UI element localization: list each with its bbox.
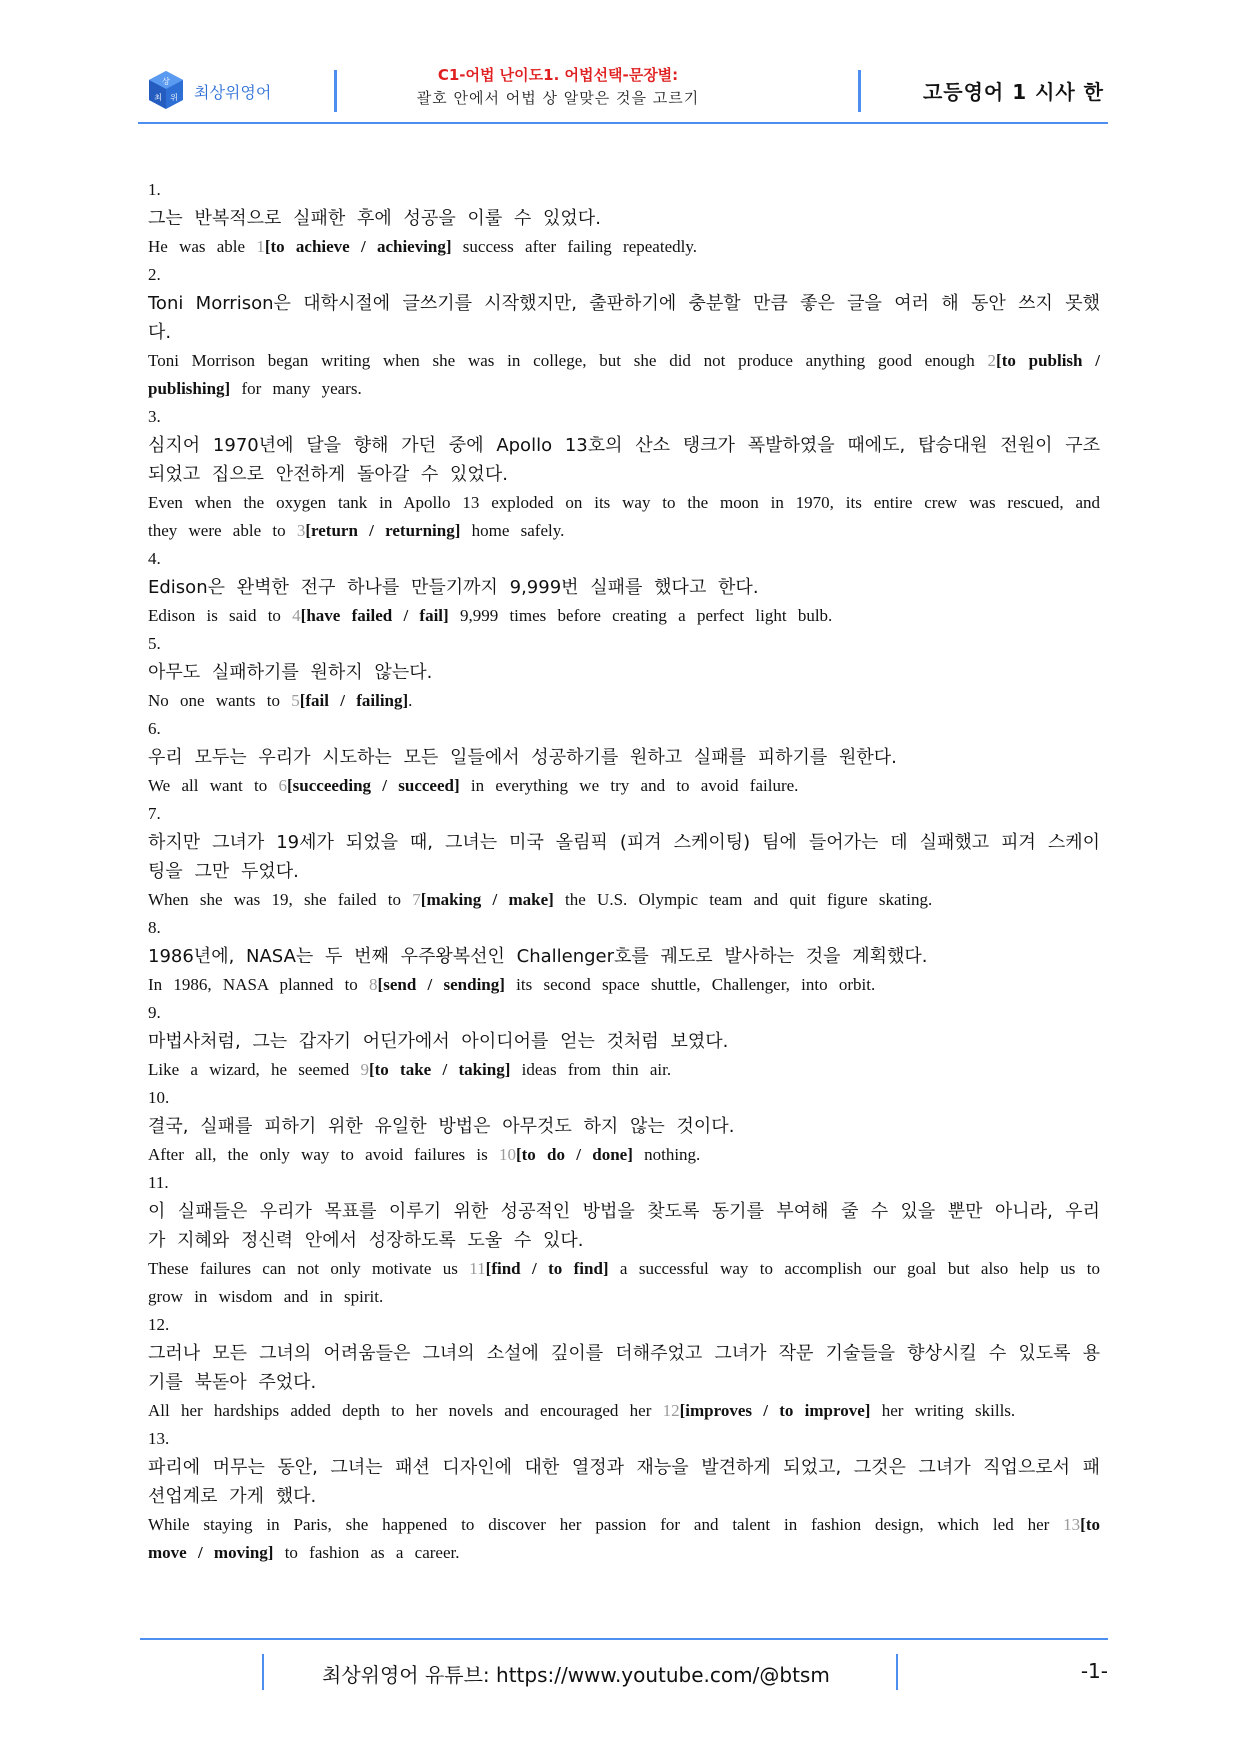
question-number: 9. (148, 1003, 161, 1022)
sentence-after: the U.S. Olympic team and quit figure skating. (553, 890, 933, 909)
blank-number: 6 (278, 776, 287, 795)
header-rule (138, 122, 1108, 124)
grammar-choice[interactable]: [succeeding / succeed] (287, 776, 460, 795)
question-number: 2. (148, 265, 161, 284)
korean-sentence: 이 실패들은 우리가 목표를 이루기 위한 성공적인 방법을 찾도록 동기를 부여해 줄 수 있을 뿐만 아니라, 우리가 지혜와 정신력 안에서 성장하도록 도울 수 있다. (148, 1201, 1100, 1251)
english-sentence (148, 233, 1100, 261)
sentence-after: 9,999 times before creating a perfect light bulb. (448, 606, 833, 625)
brand-name: 최상위영어 (194, 83, 272, 102)
english-sentence (148, 602, 1100, 630)
english-sentence (148, 1141, 1100, 1169)
header-divider (858, 70, 861, 112)
blank-number: 10 (498, 1145, 516, 1164)
grammar-choice[interactable]: [send / sending] (377, 975, 505, 994)
blank-number: 4 (292, 606, 301, 625)
sentence-after: . (408, 691, 413, 710)
english-sentence (148, 687, 1100, 715)
grammar-choice[interactable]: [to do / done] (515, 1145, 633, 1164)
sentence-before: Like a wizard, he seemed (148, 1060, 361, 1079)
grammar-choice[interactable]: [have failed / fail] (300, 606, 449, 625)
grammar-choice[interactable]: [to achieve / achieving] (264, 237, 452, 256)
sentence-before: All her hardships added depth to her novels and encouraged her (148, 1401, 663, 1420)
korean-sentence: Toni Morrison은 대학시절에 글쓰기를 시작했지만, 출판하기에 충분할 만큼 좋은 글을 여러 해 동안 쓰지 못했다. (148, 293, 1100, 343)
question-item (148, 1425, 1100, 1567)
sentence-before: We all want to (148, 776, 279, 795)
question-item (148, 715, 1100, 800)
korean-sentence: Edison은 완벽한 전구 하나를 만들기까지 9,999번 실패를 했다고 한다. (148, 577, 759, 598)
question-number: 8. (148, 918, 161, 937)
question-item (148, 800, 1100, 914)
sentence-before: Even when the oxygen tank in Apollo 13 exploded on its way to the moon in 1970, its entire crew was rescued, and they were able to (148, 493, 1100, 540)
question-item (148, 403, 1100, 545)
blank-number: 1 (256, 237, 265, 256)
korean-sentence: 그러나 모든 그녀의 어려움들은 그녀의 소설에 깊이를 더해주었고 그녀가 작문 기술들을 향상시킬 수 있도록 용기를 북돋아 주었다. (148, 1343, 1100, 1393)
grammar-choice[interactable]: [making / make] (420, 890, 554, 909)
grammar-choice[interactable]: [improves / to improve] (679, 1401, 871, 1420)
question-number: 3. (148, 407, 161, 426)
brand-logo-icon (148, 70, 184, 110)
sentence-after: for many years. (230, 379, 362, 398)
grammar-choice[interactable]: [to move / moving] (148, 1515, 1100, 1562)
english-sentence (148, 1255, 1100, 1311)
korean-sentence: 그는 반복적으로 실패한 후에 성공을 이룰 수 있었다. (148, 208, 601, 229)
english-sentence (148, 1397, 1100, 1425)
blank-number: 9 (360, 1060, 369, 1079)
question-item (148, 1084, 1100, 1169)
question-number: 10. (148, 1088, 170, 1107)
question-item (148, 999, 1100, 1084)
sentence-after: success after failing repeatedly. (451, 237, 697, 256)
question-number: 6. (148, 719, 161, 738)
page-number: -1- (1080, 1659, 1108, 1683)
sentence-before: He was able (148, 237, 257, 256)
sentence-before: No one wants to (148, 691, 292, 710)
blank-number: 12 (662, 1401, 680, 1420)
sentence-after: nothing. (632, 1145, 701, 1164)
question-item (148, 1169, 1100, 1311)
question-item (148, 176, 1100, 261)
footer-youtube-link[interactable]: 최상위영어 유튜브: https://www.youtube.com/@btsm (322, 1663, 830, 1687)
question-number: 13. (148, 1429, 170, 1448)
english-sentence (148, 489, 1100, 545)
question-item (148, 630, 1100, 715)
english-sentence (148, 1511, 1100, 1567)
english-sentence (148, 772, 1100, 800)
korean-sentence: 심지어 1970년에 달을 향해 가던 중에 Apollo 13호의 산소 탱크가 폭발하였을 때에도, 탑승대원 전원이 구조되었고 집으로 안전하게 돌아갈 수 있었다. (148, 435, 1100, 485)
question-number: 7. (148, 804, 161, 823)
korean-sentence: 파리에 머무는 동안, 그녀는 패션 디자인에 대한 열정과 재능을 발견하게 되었고, 그것은 그녀가 직업으로서 패션업계로 가게 했다. (148, 1457, 1100, 1507)
korean-sentence: 마법사처럼, 그는 갑자기 어딘가에서 아이디어를 얻는 것처럼 보였다. (148, 1031, 729, 1052)
sentence-after: ideas from thin air. (510, 1060, 672, 1079)
question-item (148, 914, 1100, 999)
footer-divider (896, 1654, 898, 1690)
svg-text:최: 최 (154, 93, 162, 102)
question-item (148, 545, 1100, 630)
sentence-before: In 1986, NASA planned to (148, 975, 370, 994)
question-number: 5. (148, 634, 161, 653)
sentence-after: to fashion as a career. (273, 1543, 460, 1562)
blank-number: 11 (469, 1259, 486, 1278)
worksheet-instruction: 괄호 안에서 어법 상 알맞은 것을 고르기 (416, 89, 700, 107)
blank-number: 7 (412, 890, 421, 909)
question-number: 11. (148, 1173, 169, 1192)
question-number: 4. (148, 549, 161, 568)
svg-text:상: 상 (162, 77, 170, 86)
sentence-before: Toni Morrison began writing when she was in college, but she did not produce anything good enough (148, 351, 988, 370)
header-center (328, 64, 788, 110)
blank-number: 2 (987, 351, 997, 370)
footer-rule (140, 1638, 1108, 1640)
sentence-after: her writing skills. (870, 1401, 1016, 1420)
korean-sentence: 하지만 그녀가 19세가 되었을 때, 그녀는 미국 올림픽 (피겨 스케이팅) 팀에 들어가는 데 실패했고 피겨 스케이팅을 그만 두었다. (148, 832, 1100, 882)
grammar-choice[interactable]: [find / to find] (485, 1259, 609, 1278)
question-item (148, 261, 1100, 403)
blank-number: 3 (296, 521, 306, 540)
question-number: 1. (148, 180, 161, 199)
sentence-before: When she was 19, she failed to (148, 890, 413, 909)
english-sentence (148, 1056, 1100, 1084)
grammar-choice[interactable]: [fail / failing] (299, 691, 409, 710)
sentence-after: home safely. (460, 521, 565, 540)
korean-sentence: 결국, 실패를 피하기 위한 유일한 방법은 아무것도 하지 않는 것이다. (148, 1116, 735, 1137)
korean-sentence: 우리 모두는 우리가 시도하는 모든 일들에서 성공하기를 원하고 실패를 피하기를 원한다. (148, 747, 897, 768)
english-sentence (148, 347, 1100, 403)
blank-number: 13 (1063, 1515, 1081, 1534)
korean-sentence: 1986년에, NASA는 두 번째 우주왕복선인 Challenger호를 궤도로 발사하는 것을 계획했다. (148, 946, 928, 967)
worksheet-title: C1-어법 난이도1. 어법선택-문장별: (437, 66, 679, 84)
sentence-after: its second space shuttle, Challenger, into orbit. (504, 975, 876, 994)
blank-number: 8 (369, 975, 378, 994)
blank-number: 5 (291, 691, 300, 710)
english-sentence (148, 971, 1100, 999)
question-item (148, 1311, 1100, 1425)
grammar-choice[interactable]: [return / returning] (305, 521, 461, 540)
question-number: 12. (148, 1315, 170, 1334)
footer-divider (262, 1654, 264, 1690)
english-sentence (148, 886, 1100, 914)
sentence-before: While staying in Paris, she happened to discover her passion for and talent in fashion design, which led her (148, 1515, 1064, 1534)
grammar-choice[interactable]: [to publish / publishing] (148, 351, 1100, 398)
sentence-before: These failures can not only motivate us (148, 1259, 470, 1278)
course-title: 고등영어 1 시사 한 (922, 80, 1104, 104)
sentence-before: After all, the only way to avoid failures is (148, 1145, 499, 1164)
sentence-before: Edison is said to (148, 606, 293, 625)
svg-text:위: 위 (170, 93, 178, 102)
grammar-choice[interactable]: [to take / taking] (368, 1060, 511, 1079)
question-list (148, 176, 1100, 1567)
sentence-after: a successful way to accomplish our goal but also help us to grow in wisdom and in spirit. (148, 1259, 1101, 1306)
sentence-after: in everything we try and to avoid failure. (459, 776, 799, 795)
korean-sentence: 아무도 실패하기를 원하지 않는다. (148, 662, 433, 683)
page-header (138, 58, 1108, 124)
